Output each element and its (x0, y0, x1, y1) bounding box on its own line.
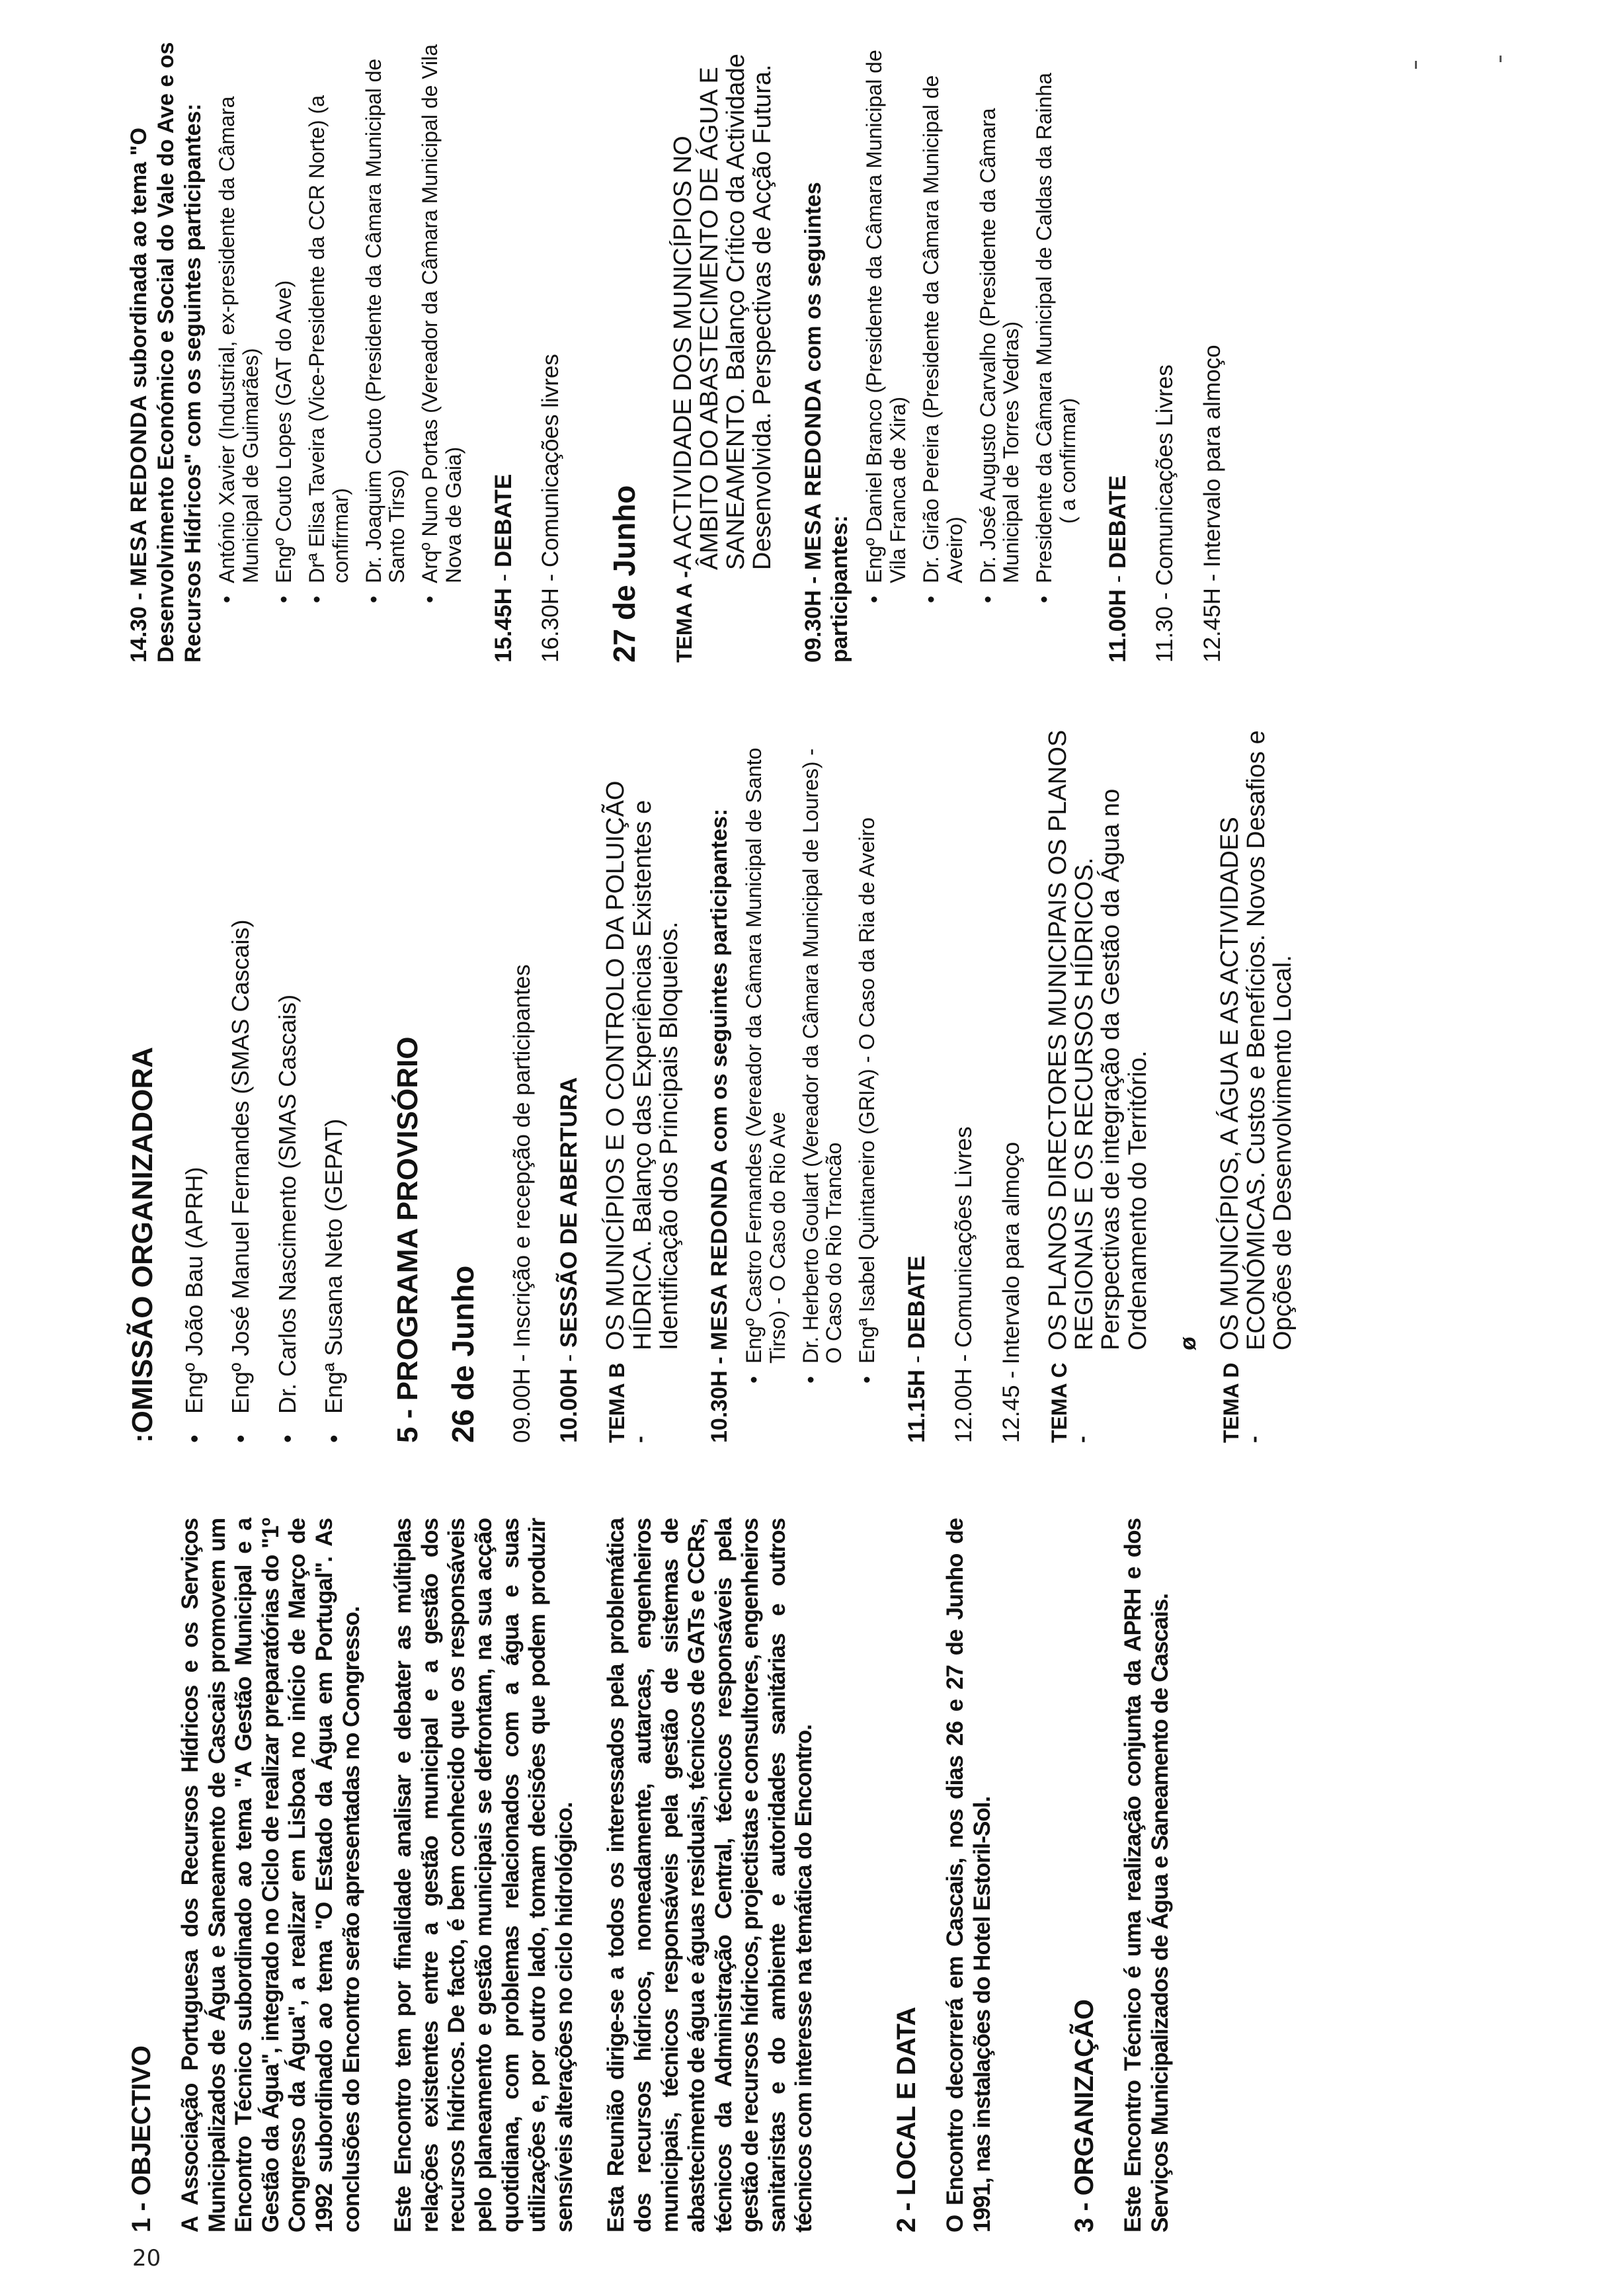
tema-text: OS MUNICÍPIOS, A ÁGUA E AS ACTIVIDADES ECONÓMICAS. Custos e Benefícios. Novos Desafios e Opções de Desenvolvimento Local. (1215, 730, 1297, 1350)
schedule-item: 11.15H - DEBATE (903, 1255, 930, 1443)
scan-mark (1500, 56, 1502, 62)
participant-item: • Presidente da Câmara Municipal de Caldas da Rainha ( a confirmar) (1033, 41, 1080, 603)
committee-member: • Engº José Manuel Fernandes (SMAS Cascais) (227, 919, 255, 1443)
participant-item: • Dr. Herberto Goulart (Vereador da Câmara Municipal de Loures) - O Caso do Rio Trancão (798, 748, 846, 1383)
schedule-item: 12.45 - Intervalo para almoço (998, 1141, 1024, 1443)
committee-member: • Engº João Bau (APRH) (180, 1167, 208, 1443)
tema-text: OS PLANOS DIRECTORES MUNICIPAIS OS PLANOS REGIONAIS E OS RECURSOS HÍDRICOS. Perspectivas de integração da Gestão da Água no Ordenamento do Território. (1043, 729, 1152, 1350)
tema-text: OS MUNICÍPIOS E O CONTROLO DA POLUIÇÃO HÍDRICA. Balanço das Experiências Existentes e Identificação dos Principais Bloqueios. (602, 780, 683, 1350)
committee-list (181, 729, 348, 1443)
participant-item: • Drª Elisa Taveira (Vice-Presidente da CCR Norte) (a confirmar) (304, 95, 352, 603)
participant-item: • António Xavier (Industrial, ex-presidente da Câmara Municipal de Guimarães) (215, 96, 263, 603)
participant-item: • Dr. José Augusto Carvalho (Presidente da Câmara Municipal de Torres Vedras) (975, 108, 1024, 603)
schedule-item: 16.30H - Comunicações livres (538, 354, 564, 663)
participant-item: • Dr. Joaquim Couto (Presidente da Câmara Municipal de Santo Tirso) (361, 58, 409, 603)
date-heading-26-junho: 26 de Junho (446, 1265, 481, 1443)
mesa-redonda-heading: 14.30 - MESA REDONDA subordinada ao tema "O Desenvolvimento Económico e Social do Vale do Ave e os Recursos Hídricos" com os seguintes participantes: (126, 42, 206, 663)
participant-item: • Engº Daniel Branco (Presidente da Câmara Municipal de Vila Franca de Xira) (862, 50, 910, 603)
stray-mark: ø (1175, 1336, 1201, 1350)
paragraph-objectivo-1: A Associação Portuguesa dos Recursos Hídricos e os Serviços Municipalizados de Água e Saneamento de Cascais promovem um Encontro Técnico subordinado ao tema "A Gestão Municipal e a Gestão da Água", integrado no Ciclo de realizar preparatórias do "1º Congresso da Água", a realizar em Lisboa no início de Março de 1992 subordinado ao tema "O Estado da Água em Portugal". As conclusões do Encontro serão apresentadas no Congresso. (177, 1518, 364, 2233)
column-programa-26 (126, 729, 1320, 1443)
paragraph-local: O Encontro decorrerá em Cascais, nos dias 26 e 27 de Junho de 1991, nas instalações do Hotel Estoril-Sol. (942, 1518, 995, 2233)
scan-mark (1415, 61, 1417, 69)
section-heading-comissao: :OMISSÃO ORGANIZADORA (126, 1047, 159, 1443)
column-objectivo (126, 1518, 1199, 2233)
committee-member: • Engª Susana Neto (GEPAT) (320, 1118, 348, 1443)
tema-text: A ACTIVIDADE DOS MUNICÍPIOS NO ÂMBITO DO ABASTECIMENTO DE ÁGUA E SANEAMENTO. Balanço Crítico da Actividade Desenvolvida. Perspectivas de Acção Futura. (668, 54, 777, 570)
mesa-participants (863, 41, 1080, 663)
tema-label: TEMA A - (672, 571, 696, 663)
participant-item: • Engº Castro Fernandes (Vereador da Câmara Municipal de Santo Tirso) - O Caso do Rio Ave (741, 747, 789, 1383)
paragraph-organizacao: Este Encontro Técnico é uma realização conjunta da APRH e dos Serviços Municipalizados de Água e Saneamento de Cascais. (1120, 1518, 1173, 2233)
page-number: 20 (132, 2245, 161, 2272)
participant-item: • Dr. Girão Pereira (Presidente da Câmara Municipal de Aveiro) (918, 75, 967, 603)
participant-item: • Engª Isabel Quintaneiro (GRIA) - O Caso da Ria de Aveiro (855, 817, 879, 1383)
confirm-note: ( a confirmar) (1056, 397, 1080, 524)
tema-d (1217, 729, 1297, 1443)
tema-label: TEMA B - (605, 1362, 652, 1443)
mesa-participants (743, 729, 879, 1443)
section-heading-objectivo: 1 - OBJECTIVO (127, 2045, 156, 2233)
schedule-item: 11.00H - DEBATE (1104, 475, 1131, 663)
tema-a (670, 41, 776, 663)
schedule-item: 09.00H - Inscrição e recepção de participantes (508, 964, 535, 1443)
committee-member: • Dr. Carlos Nascimento (SMAS Cascais) (273, 994, 301, 1443)
mesa-participants (216, 41, 465, 663)
schedule-item: 10.00H - SESSÃO DE ABERTURA (555, 1077, 582, 1443)
mesa-redonda-heading: 10.30H - MESA REDONDA com os seguintes participantes: (707, 808, 733, 1443)
date-heading-27-junho: 27 de Junho (607, 485, 642, 663)
tema-c (1045, 729, 1151, 1443)
section-heading-local: 2 - LOCAL E DATA (892, 2007, 922, 2233)
paragraph-objectivo-3: Esta Reunião dirige-se a todos os interessados pela problemática dos recursos hídricos, nomeadamente, autarcas, engenheiros municipais, técnicos responsáveis pela gestão de sistemas de abastecimento de água e águas residuais, técnicos de GATs e CCRs, técnicos da Administração Central, técnicos responsáveis pela gestão de recursos hídricos, projectistas e consultores, engenheiros sanitaristas e do ambiente e autoridades sanitárias e outros técnicos com interesse na temática do Encontro. (603, 1518, 817, 2233)
tema-label: TEMA D - (1219, 1362, 1266, 1443)
schedule-item: 12.45H - Intervalo para almoço (1199, 345, 1225, 663)
tema-b (602, 729, 682, 1443)
participant-item: • Arqº Nuno Portas (Vereador da Câmara Municipal de Vila Nova de Gaia) (418, 44, 466, 603)
paragraph-objectivo-2: Este Encontro tem por finalidade analisar e debater as múltiplas relações existentes entre a gestão municipal e a gestão dos recursos hídricos. De facto, é bem conhecido que os responsáveis pelo planeamento e gestão municipais se defrontam, na sua acção quotidiana, com problemas relacionados com a água e suas utilizações e, por outro lado, tomam decisões que podem produzir sensíveis alterações no ciclo hidrológico. (390, 1518, 577, 2233)
tema-label: TEMA C - (1047, 1362, 1094, 1443)
column-programa-27 (126, 41, 1246, 663)
section-heading-organizacao: 3 - ORGANIZAÇÃO (1070, 1999, 1100, 2233)
section-heading-programa: 5 - PROGRAMA PROVISÓRIO (391, 1036, 424, 1443)
schedule-item: 12.00H - Comunicações Livres (951, 1126, 977, 1443)
mesa-redonda-heading: 09.30H - MESA REDONDA com os seguintes participantes: (800, 182, 853, 663)
schedule-item: 15.45H - DEBATE (490, 473, 516, 663)
participant-item: • Engº Couto Lopes (GAT do Ave) (272, 280, 296, 603)
schedule-item: 11.30 - Comunicações Livres (1152, 364, 1178, 663)
